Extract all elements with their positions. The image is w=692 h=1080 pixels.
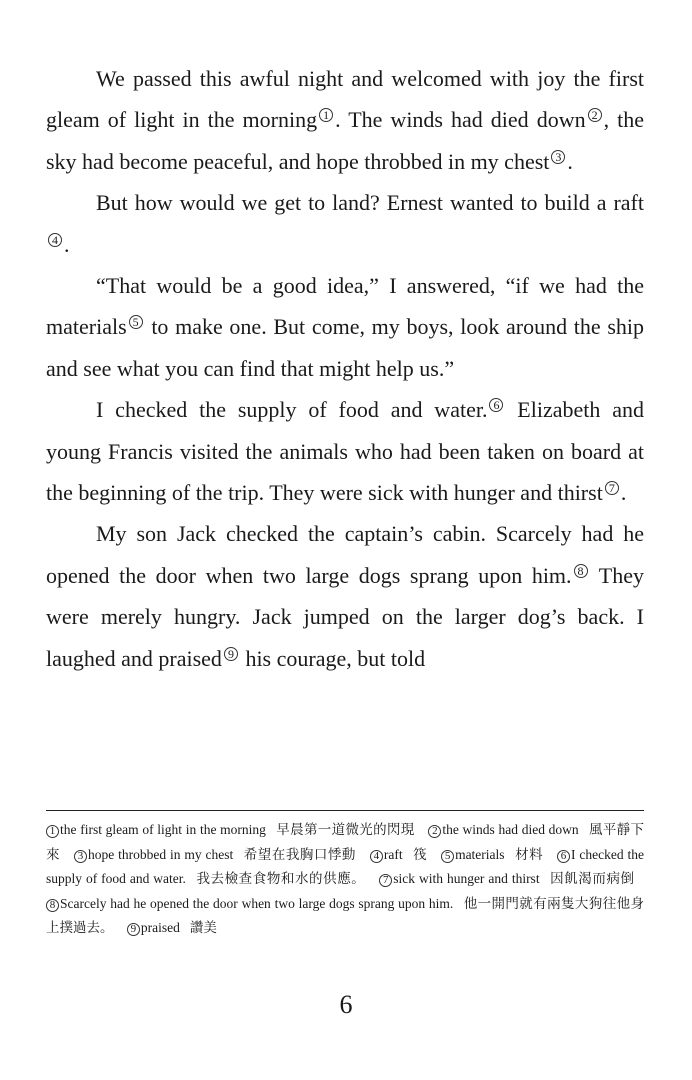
footnote-chinese: 讚美 <box>189 920 217 936</box>
footnote-item <box>441 847 543 862</box>
footnote-marker: 5 <box>129 315 143 329</box>
footnote-marker: 6 <box>489 398 503 412</box>
paragraph <box>46 389 644 513</box>
footnote-english: the winds had died down <box>442 822 579 837</box>
text-run: . <box>620 480 627 506</box>
footnote-chinese: 材料 <box>514 846 544 862</box>
text-run: . <box>567 148 573 174</box>
text-run: They were merely hungry. Jack jumped on the larger dog’s back. I laughed and praised <box>46 562 644 671</box>
footnote-number: 2 <box>428 825 441 838</box>
footnote-divider <box>46 810 644 811</box>
footnote-number: 8 <box>46 899 59 912</box>
footnote-chinese: 我去檢查食物和水的供應。 <box>195 871 366 887</box>
footnote-chinese: 風平靜下來 <box>46 822 645 862</box>
paragraph <box>46 58 644 182</box>
footnote-number: 7 <box>379 874 392 887</box>
paragraph <box>46 182 644 265</box>
footnote-marker: 9 <box>224 647 238 661</box>
footnote-number: 5 <box>441 850 454 863</box>
footnote-number: 4 <box>370 850 383 863</box>
footnote-english: I checked the supply of food and water. <box>46 846 645 887</box>
footnote-number: 1 <box>46 825 59 838</box>
footnote-item <box>127 920 217 935</box>
footnote-marker: 3 <box>551 150 565 164</box>
footnote-english: raft <box>383 846 403 862</box>
text-run: his courage, but told <box>239 645 426 671</box>
text-run: to make one. But come, my boys, look around the ship and see what you can find that might help us.” <box>46 314 644 381</box>
footnote-number: 3 <box>74 850 87 863</box>
footnote-item <box>46 822 415 837</box>
paragraph <box>46 265 644 389</box>
footnote-english: praised <box>140 920 180 936</box>
footnote-chinese: 他一開門就有兩隻大狗往他身上撲過去。 <box>46 895 644 936</box>
text-run: Elizabeth and young Francis visited the animals who had been taken on board at the beginning of the trip. They were sick with hunger and thirst <box>46 397 644 506</box>
text-run: My son Jack checked the captain’s cabin. Scarcely had he opened the door when two large dogs sprang upon him. <box>46 521 644 588</box>
footnote-english: Scarcely had he opened the door when two large dogs sprang upon him. <box>60 895 454 911</box>
footnote-english: sick with hunger and thirst <box>393 871 540 887</box>
page-number: 6 <box>339 990 353 1019</box>
body-text <box>46 58 644 679</box>
text-run: We passed this awful night and welcomed with joy the first gleam of light in the morning <box>46 66 644 133</box>
footnote-chinese: 筏 <box>412 846 428 862</box>
footnote-marker: 1 <box>319 108 333 122</box>
footnote-marker: 4 <box>48 233 62 247</box>
footnote-number: 9 <box>127 923 140 936</box>
footnote-marker: 7 <box>605 481 619 495</box>
footnote-item <box>379 871 634 886</box>
footnote-number: 6 <box>557 850 570 863</box>
footnote-chinese: 希望在我胸口悸動 <box>243 846 356 862</box>
text-run: I checked the supply of food and water. <box>96 397 488 423</box>
text-run: , the sky had become peaceful, and hope throbbed in my chest <box>46 107 644 174</box>
footnote-chinese: 早晨第一道微光的閃現 <box>275 822 415 837</box>
footnote-chinese: 因飢渴而病倒 <box>549 871 635 887</box>
footnotes <box>46 818 644 941</box>
footnote-english: materials <box>455 846 505 862</box>
text-run: . <box>64 231 70 257</box>
footnote-item <box>74 847 356 862</box>
text-run: . The winds had died down <box>335 107 586 133</box>
text-run: But how would we get to land? Ernest wanted to build a raft <box>96 190 644 216</box>
footnote-english: hope throbbed in my chest <box>87 846 234 862</box>
text-run: “That would be a good idea,” I answered, “if we had the materials <box>46 273 644 340</box>
footnote-english: the first gleam of light in the morning <box>60 822 266 837</box>
footnote-marker: 2 <box>588 108 602 122</box>
paragraph <box>46 513 644 679</box>
footnote-item <box>370 847 427 862</box>
footnote-marker: 8 <box>574 564 588 578</box>
